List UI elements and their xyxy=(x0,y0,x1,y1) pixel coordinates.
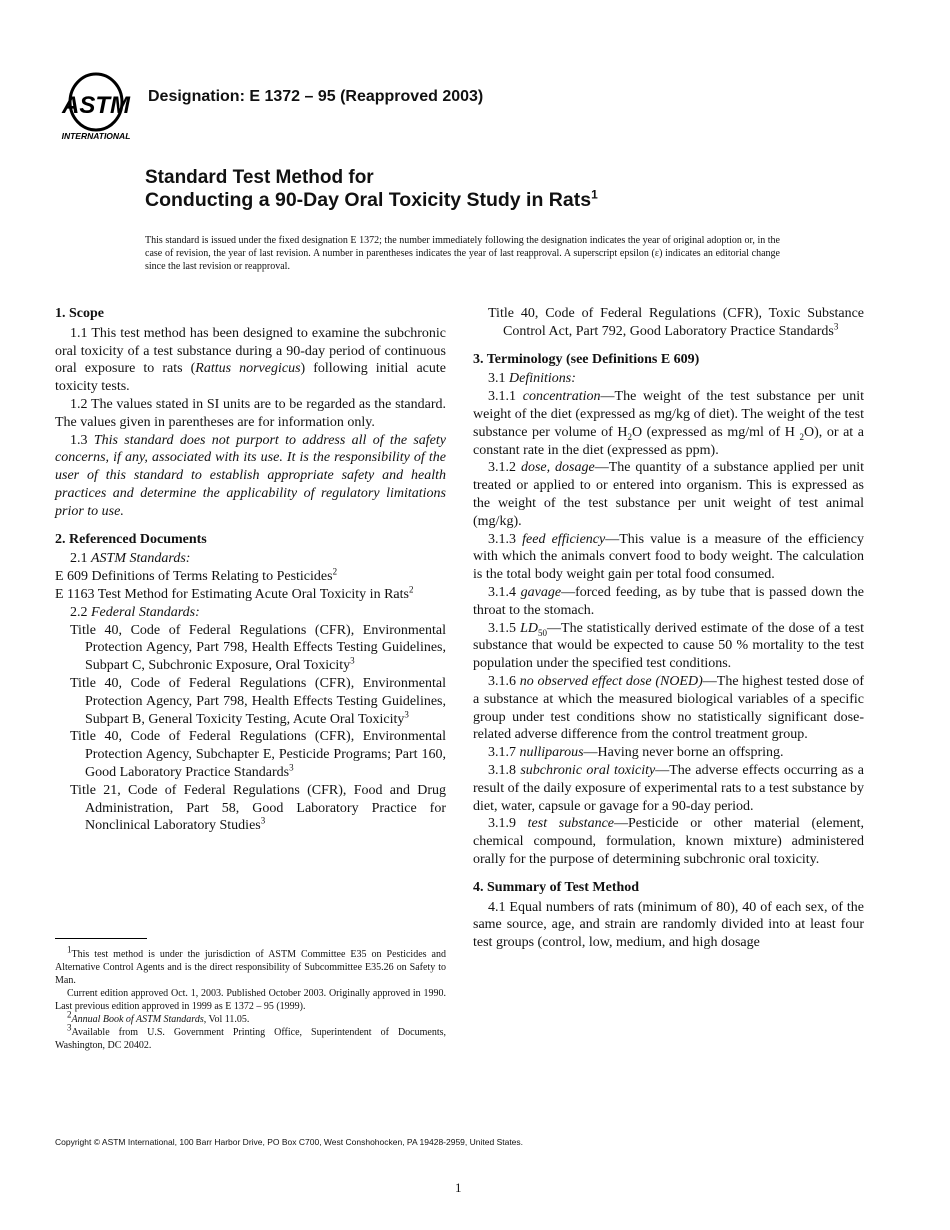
ref-fed-3: Title 40, Code of Federal Regulations (CFR), Environmental Protection Agency, Subchapter E, Pesticide Programs; Part 160, Good Laboratory Practice Standards$^3$ xyxy=(70,729,446,780)
section-heading-referenced-documents: 2. Referenced Documents xyxy=(55,531,207,547)
ref-fed-2: Title 40, Code of Federal Regulations (CFR), Environmental Protection Agency, Part 798, Health Effects Testing Guidelines, Subpart B, General Toxicity Testing, Acute Oral Toxicity$^3$ xyxy=(70,675,446,727)
footnote-1-edition: Current edition approved Oct. 1, 2003. Published October 2003. Originally approved in 1990. Last previous edition approved in 1999 as E 1372 – 95 (1999). xyxy=(55,988,446,1012)
subsection-3-1: 3.1 Definitions: xyxy=(488,371,576,387)
section-heading-summary: 4. Summary of Test Method xyxy=(473,879,640,895)
intro-note: This standard is issued under the fixed designation E 1372; the number immediately following the designation indicates the year of original adoption or, in the case of revision, the year of last revision. A number in parentheses indicates the year of last reapproval. A superscript epsilon (ε) indicates an editorial change since the last revision or reapproval. xyxy=(145,235,780,272)
subsection-2-1: 2.1 ASTM Standards: xyxy=(70,551,191,567)
paragraph-1-1: 1.1 This test method has been designed to examine the subchronic oral toxicity of a test substance during a 90-day period of continuous oral exposure to rats (Rattus norvegicus) following initial acute toxicity tests. xyxy=(55,325,446,395)
footnote-3: $^3$Available from U.S. Government Printing Office, Superintendent of Documents, Washington, DC 20402. xyxy=(55,1022,446,1051)
ref-e1163: E 1163 Test Method for Estimating Acute Oral Toxicity in Rats$^2$ xyxy=(55,584,414,602)
definition-3-1-8: 3.1.8 subchronic oral toxicity—The adverse effects occurring as a result of the daily exposure of experimental rats to a test substance by diet, water, capsule or gavage for a 90-day period. xyxy=(473,762,865,814)
footnote-1: $^1$This test method is under the jurisdiction of ASTM Committee E35 on Pesticides and Alternative Control Agents and is the direct responsibility of Subcommittee E35.26 on Safety to Man. xyxy=(55,944,446,986)
document-title xyxy=(145,167,598,211)
logo-subtext: INTERNATIONAL xyxy=(61,131,131,141)
section-heading-terminology: 3. Terminology (see Definitions E 609) xyxy=(473,351,700,367)
right-column xyxy=(473,305,864,952)
definition-3-1-4: 3.1.4 gavage—forced feeding, as by tube that is passed down the throat to the stomach. xyxy=(473,584,864,618)
title-footnote-mark: 1 xyxy=(591,187,598,202)
footnote-2: $^2$Annual Book of ASTM Standards, Vol 11.05. xyxy=(67,1009,250,1025)
section-heading-scope: 1. Scope xyxy=(55,306,104,321)
footnotes xyxy=(55,944,446,1052)
ref-fed-5: Title 40, Code of Federal Regulations (CFR), Toxic Substance Control Act, Part 792, Good Laboratory Practice Standards$^3$ xyxy=(488,306,864,339)
paragraph-1-3: 1.3 This standard does not purport to address all of the safety concerns, if any, associated with its use. It is the responsibility of the user of this standard to establish appropriate safety and health practices and determine the applicability of regulatory limitations prior to use. xyxy=(55,432,446,519)
ref-e609: E 609 Definitions of Terms Relating to Pesticides$^2$ xyxy=(55,566,338,585)
designation: Designation: E 1372 – 95 (Reapproved 2003) xyxy=(148,88,484,105)
subsection-2-2: 2.2 Federal Standards: xyxy=(70,604,200,620)
astm-logo xyxy=(58,70,136,142)
title-text: Conducting a 90-Day Oral Toxicity Study in Rats xyxy=(145,189,592,211)
title-line-2 xyxy=(145,189,598,211)
definition-3-1-7: 3.1.7 nulliparous—Having never borne an offspring. xyxy=(488,745,784,761)
logo-text: ASTM xyxy=(62,92,130,119)
definition-3-1-3: 3.1.3 feed efficiency—This value is a measure of the efficiency with which the animals convert food to body weight. The calculation is the total body weight gain per total food consumed. xyxy=(473,531,865,583)
title-line-1: Standard Test Method for xyxy=(145,167,374,188)
page-number: 1 xyxy=(455,1180,462,1195)
ref-fed-1: Title 40, Code of Federal Regulations (CFR), Environmental Protection Agency, Part 798, Health Effects Testing Guidelines, Subpart C, Subchronic Exposure, Oral Toxicity$^3$ xyxy=(70,622,446,674)
definition-3-1-1: 3.1.1 concentration—The weight of the test substance per unit weight of the diet (expressed as mg/kg of diet). The weight of the test substance per volume of $H_2O$ (expressed as mg/ml of H $_2$O), or at a constant rate in the diet (expressed as ppm). xyxy=(473,389,864,458)
definition-3-1-9: 3.1.9 test substance—Pesticide or other material (element, chemical compound, formulation, known mixture) administered orally for the purpose of determining subchronic oral toxicity. xyxy=(473,816,864,867)
definition-3-1-2: 3.1.2 dose, dosage—The quantity of a substance applied per unit treated or applied to or entered into organism. This is expressed as the weight of the test substance per unit weight of test animal (mg/kg). xyxy=(473,460,865,529)
definition-3-1-6: 3.1.6 no observed effect dose (NOED)—The highest tested dose of a substance at which the measured biological variables of a specific group under test conditions show no statistically significant dose-related adverse difference from the control treatment group. xyxy=(473,673,865,743)
definition-3-1-5: 3.1.5 $LD_{50}—The$ statistically derived estimate of the dose of a test substance that would be expected to cause 50 % mortality to the test population under the specified test conditions. xyxy=(473,620,865,672)
paragraph-1-2: 1.2 The values stated in SI units are to be regarded as the standard. The values given in parentheses are for information only. xyxy=(55,396,446,430)
left-column xyxy=(55,305,446,835)
paragraph-4-1: 4.1 Equal numbers of rats (minimum of 80), 40 of each sex, of the same source, age, and strain are randomly divided into at least four test groups (control, low, medium, and high dosage xyxy=(473,899,864,951)
ref-fed-4: Title 21, Code of Federal Regulations (CFR), Food and Drug Administration, Part 58, Good Laboratory Practice for Nonclinical Laboratory Studies$^3$ xyxy=(70,782,446,834)
footnote-divider xyxy=(55,938,147,939)
copyright-notice: Copyright © ASTM International, 100 Barr Harbor Drive, PO Box C700, West Conshohocken, PA 19428-2959, United States. xyxy=(55,1137,524,1147)
